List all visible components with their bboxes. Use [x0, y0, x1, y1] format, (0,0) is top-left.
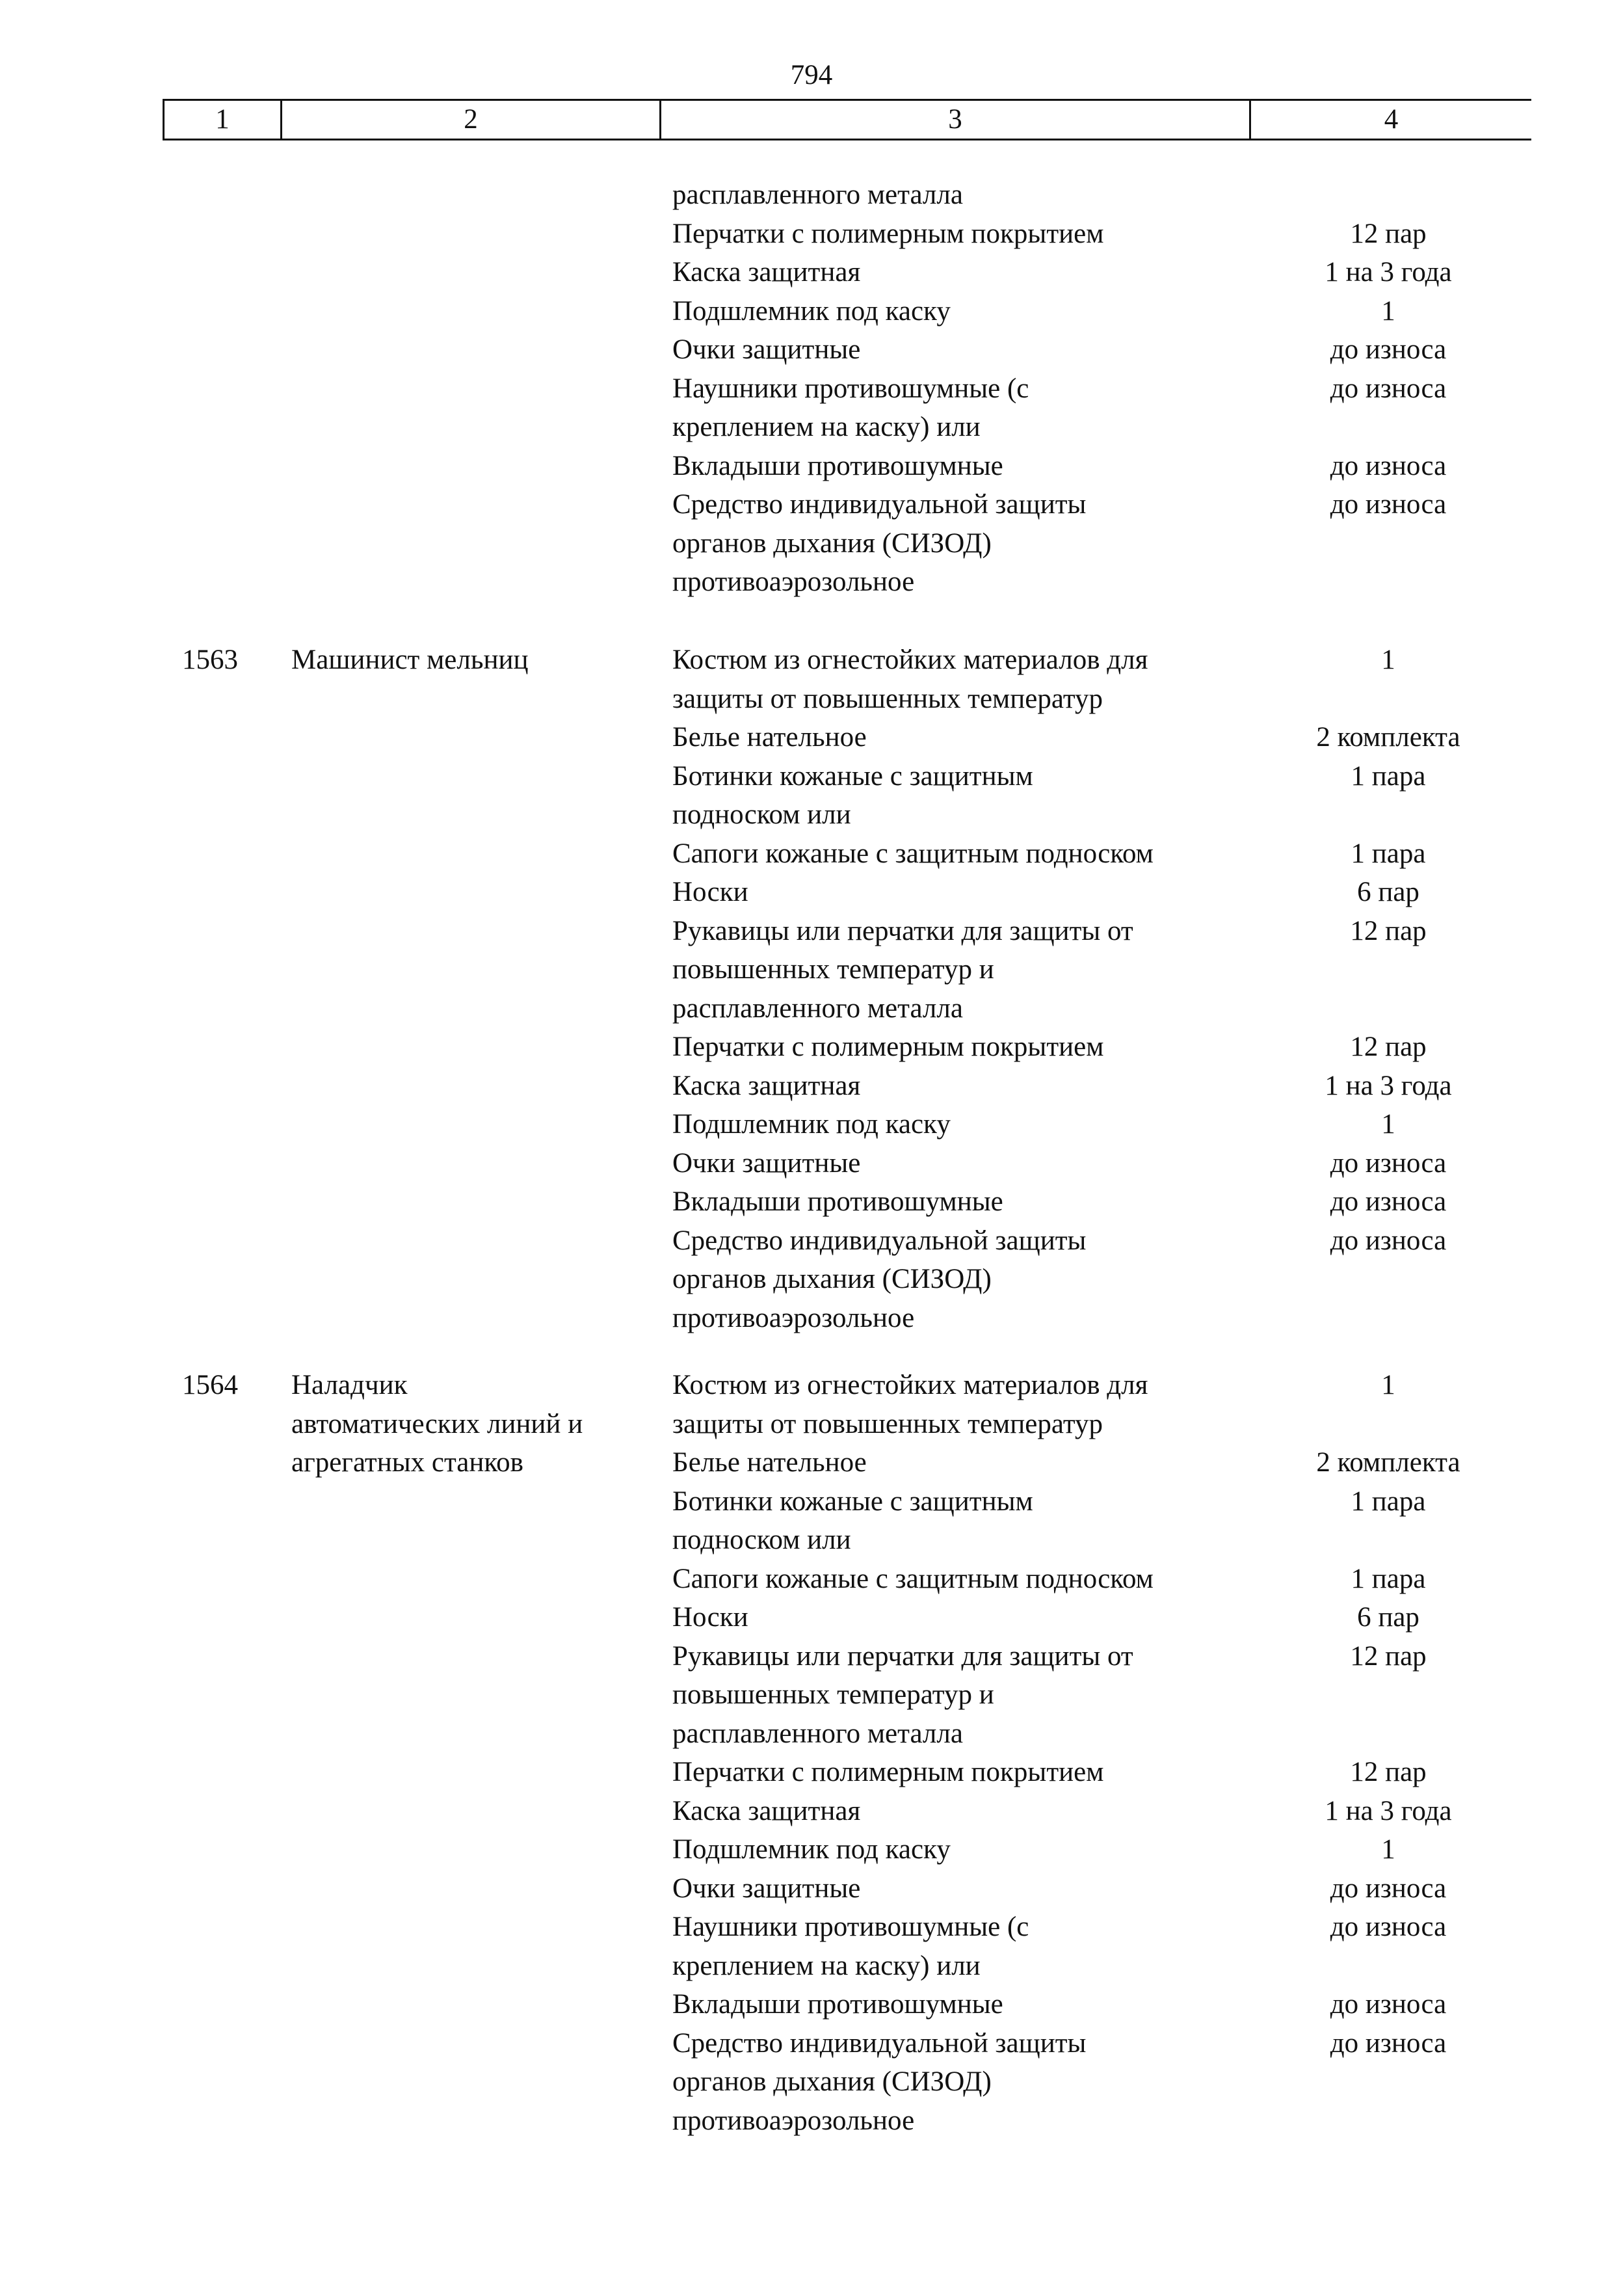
equipment-item: Белье нательное	[672, 1447, 867, 1478]
equipment-quantity: 1 на 3 года	[1325, 1070, 1452, 1101]
equipment-item: креплением на каску) или	[672, 1950, 981, 1981]
equipment-item: органов дыхания (СИЗОД)	[672, 1264, 992, 1294]
equipment-item: Вкладыши противошумные	[672, 1186, 1003, 1217]
equipment-quantity: до износа	[1330, 1912, 1447, 1942]
equipment-quantity: 6 пар	[1357, 877, 1419, 907]
equipment-quantity: 1	[1381, 295, 1395, 327]
equipment-item: Ботинки кожаные с защитным	[672, 760, 1033, 792]
equipment-item: Рукавицы или перчатки для защиты от	[672, 1640, 1133, 1672]
equipment-item: креплением на каску) или	[672, 412, 981, 442]
occupation-name: Машинист мельниц	[291, 645, 529, 675]
entry-number: 1564	[182, 1370, 238, 1400]
equipment-item: Перчатки с полимерным покрытием	[672, 1757, 1104, 1787]
equipment-item: защиты от повышенных температур	[672, 1408, 1103, 1439]
equipment-quantity: до износа	[1330, 450, 1447, 481]
equipment-quantity: 1 пара	[1351, 1486, 1426, 1517]
equipment-item: Средство индивидуальной защиты	[672, 2027, 1087, 2059]
equipment-quantity: 12 пар	[1350, 1757, 1427, 1787]
equipment-quantity: 1	[1381, 1834, 1395, 1865]
column-header-4: 4	[1384, 104, 1399, 135]
equipment-item: Подшлемник под каску	[672, 1834, 951, 1865]
equipment-item: Подшлемник под каску	[672, 295, 951, 327]
equipment-quantity: 1	[1381, 1109, 1395, 1140]
equipment-item: Носки	[672, 1602, 748, 1633]
equipment-item: расплавленного металла	[672, 180, 963, 210]
equipment-item: Средство индивидуальной защиты	[672, 489, 1087, 520]
equipment-item: противоаэрозольное	[672, 1302, 915, 1333]
equipment-item: Очки защитные	[672, 1873, 861, 1904]
column-header-1: 1	[215, 104, 230, 135]
equipment-quantity: до износа	[1330, 2027, 1447, 2059]
equipment-quantity: до износа	[1330, 373, 1447, 404]
equipment-item: Каска защитная	[672, 1795, 861, 1826]
equipment-quantity: до износа	[1330, 489, 1447, 520]
equipment-quantity: до износа	[1330, 1989, 1447, 2020]
equipment-item: Сапоги кожаные с защитным подноском	[672, 1563, 1154, 1594]
equipment-quantity: 1 на 3 года	[1325, 257, 1452, 287]
column-header-row	[163, 99, 1531, 140]
equipment-item: органов дыхания (СИЗОД)	[672, 527, 992, 559]
column-header-2: 2	[464, 104, 478, 135]
equipment-quantity: 6 пар	[1357, 1602, 1419, 1633]
equipment-item: Каска защитная	[672, 1070, 861, 1101]
occupation-name: автоматических линий и	[291, 1408, 583, 1439]
equipment-item: противоаэрозольное	[672, 567, 915, 597]
equipment-item: Каска защитная	[672, 257, 861, 287]
equipment-item: Перчатки с полимерным покрытием	[672, 1032, 1104, 1062]
equipment-item: Наушники противошумные (с	[672, 373, 1029, 404]
equipment-item: органов дыхания (СИЗОД)	[672, 2066, 992, 2097]
equipment-item: подноском или	[672, 1525, 851, 1555]
equipment-item: подноском или	[672, 799, 851, 830]
equipment-item: Очки защитные	[672, 1147, 861, 1179]
equipment-quantity: 12 пар	[1350, 218, 1427, 249]
equipment-item: противоаэрозольное	[672, 2105, 915, 2136]
page-number: 794	[790, 60, 833, 90]
equipment-quantity: 1 пара	[1351, 1563, 1426, 1594]
equipment-item: Костюм из огнестойких материалов для	[672, 645, 1148, 675]
equipment-item: Наушники противошумные (с	[672, 1912, 1029, 1942]
equipment-item: Костюм из огнестойких материалов для	[672, 1370, 1148, 1400]
equipment-item: Вкладыши противошумные	[672, 1989, 1003, 2020]
equipment-item: повышенных температур и	[672, 1679, 994, 1710]
occupation-name: агрегатных станков	[291, 1447, 523, 1478]
equipment-item: Рукавицы или перчатки для защиты от	[672, 915, 1133, 946]
equipment-quantity: 1 пара	[1351, 760, 1426, 792]
equipment-item: Сапоги кожаные с защитным подноском	[672, 838, 1154, 869]
equipment-item: Вкладыши противошумные	[672, 450, 1003, 481]
equipment-quantity: 2 комплекта	[1316, 722, 1460, 753]
column-header-3: 3	[948, 104, 962, 135]
equipment-quantity: 12 пар	[1350, 915, 1427, 946]
entry-number: 1563	[182, 645, 238, 675]
equipment-quantity: до износа	[1330, 334, 1447, 365]
equipment-item: защиты от повышенных температур	[672, 683, 1103, 714]
equipment-quantity: 12 пар	[1350, 1032, 1427, 1062]
equipment-item: расплавленного металла	[672, 1718, 963, 1749]
equipment-item: Перчатки с полимерным покрытием	[672, 218, 1104, 249]
equipment-quantity: 2 комплекта	[1316, 1447, 1460, 1478]
equipment-item: Подшлемник под каску	[672, 1109, 951, 1140]
equipment-quantity: до износа	[1330, 1186, 1447, 1217]
equipment-item: расплавленного металла	[672, 993, 963, 1024]
equipment-item: Средство индивидуальной защиты	[672, 1225, 1087, 1256]
equipment-item: Очки защитные	[672, 334, 861, 365]
equipment-quantity: 12 пар	[1350, 1640, 1427, 1672]
equipment-quantity: до износа	[1330, 1225, 1447, 1256]
equipment-quantity: до износа	[1330, 1147, 1447, 1179]
equipment-item: Белье нательное	[672, 722, 867, 753]
equipment-quantity: 1 на 3 года	[1325, 1795, 1452, 1826]
equipment-quantity: до износа	[1330, 1873, 1447, 1904]
occupation-name: Наладчик	[291, 1370, 408, 1400]
equipment-item: Носки	[672, 877, 748, 907]
equipment-item: Ботинки кожаные с защитным	[672, 1486, 1033, 1517]
equipment-quantity: 1	[1381, 645, 1395, 675]
equipment-quantity: 1 пара	[1351, 838, 1426, 869]
equipment-quantity: 1	[1381, 1370, 1395, 1400]
equipment-item: повышенных температур и	[672, 954, 994, 985]
